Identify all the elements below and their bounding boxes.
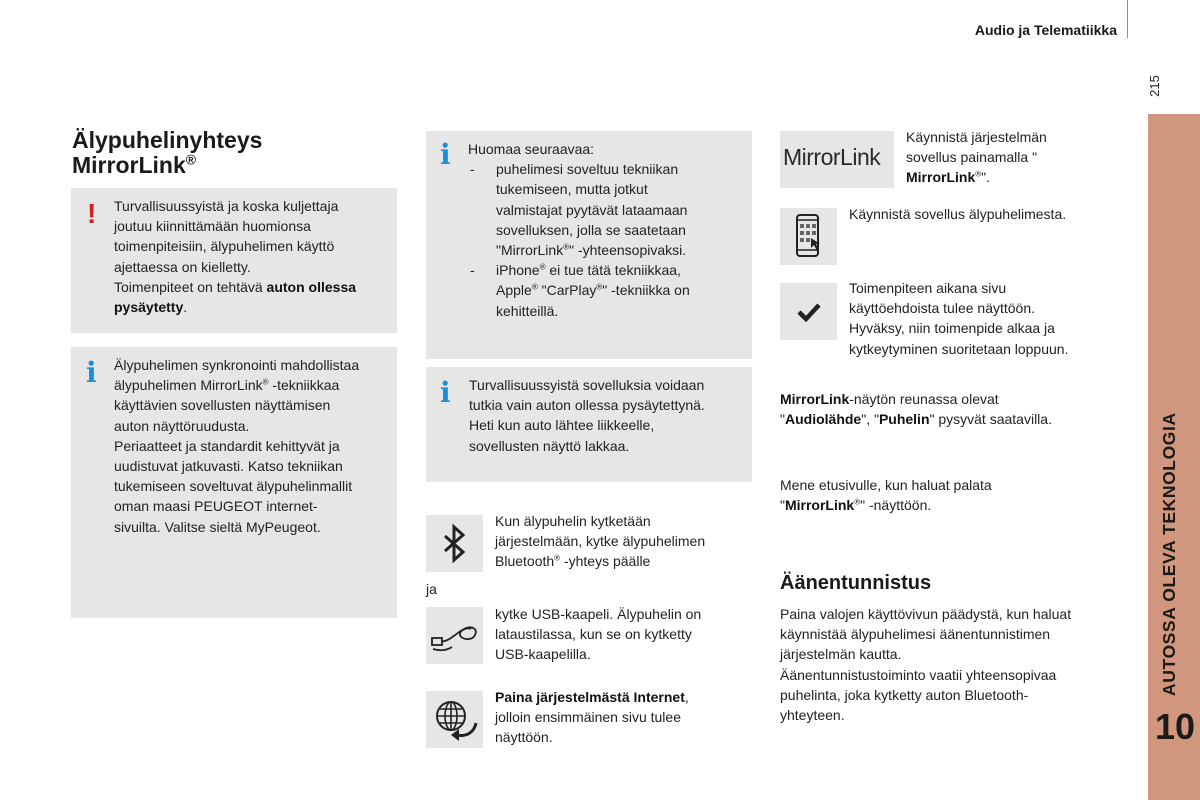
internet-step-text: Paina järjestelmästä Internet, jolloin ensimmäinen sivu tulee näyttöön. bbox=[495, 689, 689, 746]
page-number: 215 bbox=[1147, 75, 1162, 97]
chapter-number: 10 bbox=[1154, 706, 1196, 747]
warning-box bbox=[71, 188, 397, 333]
info-box-sync-text: Älypuhelimen synkronointi mahdollistaa älypuhelimen MirrorLink® -tekniikkaa käyttävien sovellusten näyttämisen auton näyttöruudusta. Periaatteet ja standardit kehittyvät ja uudistuvat jatkuvasti. Katso tekniikan tukemiseen soveltuvat älypuhelinmallit oman maasi PEUGEOT internet- sivuilta. Valitse sieltä MyPeugeot. bbox=[114, 357, 360, 535]
voice-text: Paina valojen käyttövivun päädystä, kun haluat käynnistää älypuhelimesi äänentunnistimen järjestelmän kautta. Äänentunnistustoiminto vaatii yhteensopivaa puhelinta, joka kytketty auton Bluetooth- yhteyteen. bbox=[780, 606, 1072, 724]
phone-step-text: Käynnistä sovellus älypuhelimesta. bbox=[849, 206, 1067, 222]
confirm-step-text: Toimenpiteen aikana sivu käyttöehdoista tulee näyttöön. Hyväksy, niin toimenpide alkaa ja kytkeytyminen suoritetaan loppuun. bbox=[849, 280, 1069, 357]
list-item: - puhelimesi soveltuu tekniikan tukemiseen, mutta jotkut valmistajat pyytävät lataamaan sovelluksen, jolla se saatetaan "MirrorLink®" -yhteensopivaksi. bbox=[468, 159, 750, 260]
mirrorlink-step-text: Käynnistä järjestelmän sovellus painamalla " MirrorLink®". bbox=[906, 129, 1047, 186]
internet-tile bbox=[426, 691, 483, 748]
usb-tile bbox=[426, 607, 483, 664]
usb-cable-icon bbox=[426, 607, 483, 664]
screen-edge-text: MirrorLink-näytön reunassa olevat "Audiolähde", "Puhelin" pysyvät saatavilla. bbox=[780, 391, 1052, 428]
voice-heading: Äänentunnistus bbox=[780, 572, 932, 594]
mirrorlink-logo: MirrorLink bbox=[783, 144, 881, 170]
page-heading-line2: MirrorLink bbox=[72, 152, 186, 178]
info-icon: i bbox=[86, 356, 97, 389]
safety-info-box bbox=[426, 367, 752, 482]
bluetooth-icon bbox=[426, 515, 483, 572]
bluetooth-step-text: Kun älypuhelin kytketään järjestelmään, kytke älypuhelimen Bluetooth® -yhteys päälle bbox=[495, 513, 706, 570]
header-divider bbox=[1127, 0, 1128, 38]
notice-list bbox=[468, 159, 750, 321]
registered-mark: ® bbox=[185, 151, 197, 168]
warning-text: Turvallisuussyistä ja koska kuljettaja joutuu kiinnittämään huomionsa toimenpiteisiin, älypuhelimen käyttö ajettaessa on kielletty. Toimenpiteet on tehtävä auton ollessa pysäytetty. bbox=[114, 198, 357, 316]
info-icon: i bbox=[440, 376, 451, 409]
smartphone-tile bbox=[780, 208, 837, 265]
chapter-tab-label: AUTOSSA OLEVA TEKNOLOGIA bbox=[1159, 412, 1179, 696]
notice-box bbox=[426, 131, 752, 359]
safety-info-text: Turvallisuussyistä sovelluksia voidaan tutkia vain auton ollessa pysäytettynä. Heti kun auto lähtee liikkeelle, sovellusten näyttö lakkaa. bbox=[469, 377, 705, 454]
checkmark-icon bbox=[780, 283, 837, 340]
and-text: ja bbox=[426, 581, 437, 597]
confirm-tile bbox=[780, 283, 837, 340]
bluetooth-tile bbox=[426, 515, 483, 572]
smartphone-icon bbox=[780, 208, 837, 265]
notice-text: Huomaa seuraavaa: - puhelimesi soveltuu tekniikan tukemiseen, mutta jotkut valmistajat pyytävät lataamaan sovelluksen, jolla se saatetaan "MirrorLink®" -yhteensopivaksi. - iPhone® ei tue tätä tekniikkaa, Apple® "CarPlay®" -tekniikka on kehitteillä. bbox=[468, 139, 750, 321]
home-return-text: Mene etusivulle, kun haluat palata "MirrorLink®" -näyttöön. bbox=[780, 477, 992, 514]
mirrorlink-logo-tile bbox=[780, 131, 894, 188]
page-heading bbox=[72, 128, 262, 178]
info-icon: i bbox=[440, 138, 451, 171]
info-box-sync bbox=[71, 347, 397, 618]
list-item: - iPhone® ei tue tätä tekniikkaa, Apple® "CarPlay®" -tekniikka on kehitteillä. bbox=[468, 260, 750, 321]
section-title: Audio ja Telematiikka bbox=[974, 22, 1117, 38]
usb-step-text: kytke USB-kaapeli. Älypuhelin on lataustilassa, kun se on kytketty USB-kaapelilla. bbox=[495, 606, 702, 663]
globe-icon bbox=[426, 691, 483, 748]
warning-icon: ! bbox=[87, 198, 97, 229]
page-heading-line1: Älypuhelinyhteys bbox=[72, 127, 263, 153]
